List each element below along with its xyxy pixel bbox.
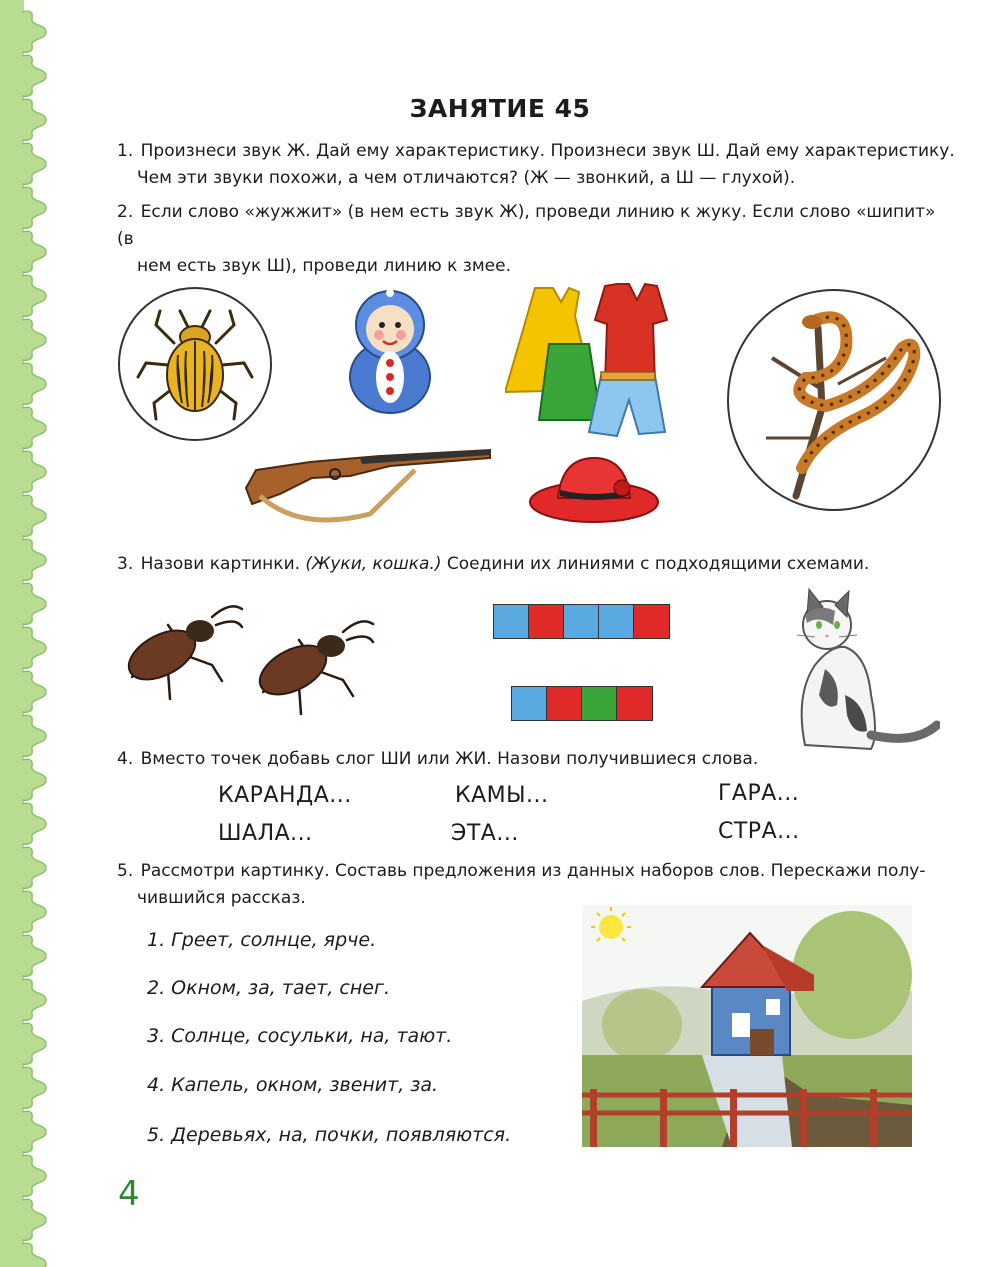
sound-scheme-2[interactable] <box>511 686 653 721</box>
word-blank: КАРАНДА... <box>218 783 352 808</box>
task-4 <box>117 746 957 773</box>
hat-illustration[interactable] <box>528 452 663 524</box>
sentence-item: 5. Деревьях, на, почки, появляются. <box>147 1124 512 1146</box>
puzzle-knob <box>22 979 46 1020</box>
word-blank: СТРА... <box>718 819 800 844</box>
task-number: 5. <box>117 861 134 881</box>
puzzle-knob <box>22 1023 46 1064</box>
puzzle-knob <box>22 1111 46 1152</box>
puzzle-knob <box>22 1155 46 1196</box>
sound-scheme-1[interactable] <box>493 604 670 639</box>
task-5 <box>117 858 957 912</box>
page-number: 4 <box>118 1174 140 1214</box>
task-text: Если слово «жужжит» (в нем есть звук Ж), проведи линию к жуку. Если слово «шипит» (в <box>117 202 936 249</box>
scheme-cell <box>599 605 634 638</box>
puzzle-knob <box>22 583 46 624</box>
task-text: Соедини их линиями с подходящими схемами. <box>446 554 870 574</box>
puzzle-knob <box>22 671 46 712</box>
sentence-item: 4. Капель, окном, звенит, за. <box>147 1074 439 1096</box>
scheme-cell <box>564 605 599 638</box>
puzzle-knob <box>22 407 46 448</box>
task-text: Произнеси звук Ж. Дай ему характеристику. Произнеси звук Ш. Дай ему характеристику. <box>140 141 955 161</box>
task-1 <box>117 138 957 192</box>
puzzle-knob <box>22 1067 46 1108</box>
scheme-cell <box>547 687 582 720</box>
puzzle-knob <box>22 1243 46 1267</box>
scheme-cell <box>512 687 547 720</box>
task-3 <box>117 551 957 578</box>
puzzle-knob <box>22 1199 46 1240</box>
puzzle-knob <box>22 11 46 52</box>
puzzle-knob <box>22 275 46 316</box>
puzzle-knob <box>22 847 46 888</box>
lesson-title: ЗАНЯТИЕ 45 <box>409 94 591 123</box>
puzzle-knob <box>22 451 46 492</box>
task-text: Чем эти звуки похожи, а чем отличаются? (Ж — звонкий, а Ш — глухой). <box>137 168 796 188</box>
task-text: чившийся рассказ. <box>137 888 306 908</box>
puzzle-knob <box>22 143 46 184</box>
word-blank: ШАЛА... <box>218 821 313 846</box>
puzzle-knob <box>22 55 46 96</box>
sentence-item: 3. Солнце, сосульки, на, тают. <box>147 1025 453 1047</box>
puzzle-border-decoration <box>0 0 70 1267</box>
puzzle-knob <box>22 319 46 360</box>
cat-illustration[interactable] <box>775 585 940 755</box>
task-number: 1. <box>117 141 134 161</box>
puzzle-knob <box>22 891 46 932</box>
task-number: 2. <box>117 202 134 222</box>
puzzle-knob <box>22 495 46 536</box>
puzzle-knob <box>22 231 46 272</box>
spring-house-illustration[interactable] <box>582 905 912 1147</box>
doll-illustration[interactable] <box>345 285 435 415</box>
task-hint: (Жуки, кошка.) <box>305 554 442 574</box>
puzzle-knob <box>22 935 46 976</box>
puzzle-knob <box>22 187 46 228</box>
task-text: Рассмотри картинку. Составь предложения из данных наборов слов. Перескажи полу- <box>140 861 926 881</box>
puzzle-knob <box>22 627 46 668</box>
scheme-cell <box>529 605 564 638</box>
task-number: 4. <box>117 749 134 769</box>
sentence-item: 1. Греет, солнце, ярче. <box>147 929 377 951</box>
scheme-cell <box>634 605 669 638</box>
puzzle-knob <box>22 759 46 800</box>
sentence-item: 2. Окном, за, тает, снег. <box>147 977 391 999</box>
scheme-cell <box>617 687 652 720</box>
word-blank: КАМЫ... <box>455 783 549 808</box>
puzzle-knob <box>22 715 46 756</box>
snake-illustration[interactable] <box>726 288 942 513</box>
puzzle-knob <box>22 803 46 844</box>
word-blank: ЭТА... <box>451 821 519 846</box>
puzzle-knob <box>22 363 46 404</box>
clothes-illustration[interactable] <box>505 280 675 442</box>
scheme-cell <box>494 605 529 638</box>
puzzle-knob <box>22 539 46 580</box>
stag-beetle-illustration[interactable] <box>243 610 378 720</box>
task-number: 3. <box>117 554 134 574</box>
stag-beetle-illustration[interactable] <box>112 595 247 705</box>
task-text: нем есть звук Ш), проведи линию к змее. <box>137 256 511 276</box>
task-text: Назови картинки. <box>140 554 301 574</box>
task-2 <box>117 199 957 280</box>
word-blank: ГАРА... <box>718 781 800 806</box>
task-text: Вместо точек добавь слог ШИ или ЖИ. Назови получившиеся слова. <box>140 749 759 769</box>
rifle-illustration[interactable] <box>240 440 495 528</box>
scheme-cell <box>582 687 617 720</box>
beetle-illustration[interactable] <box>116 285 274 443</box>
